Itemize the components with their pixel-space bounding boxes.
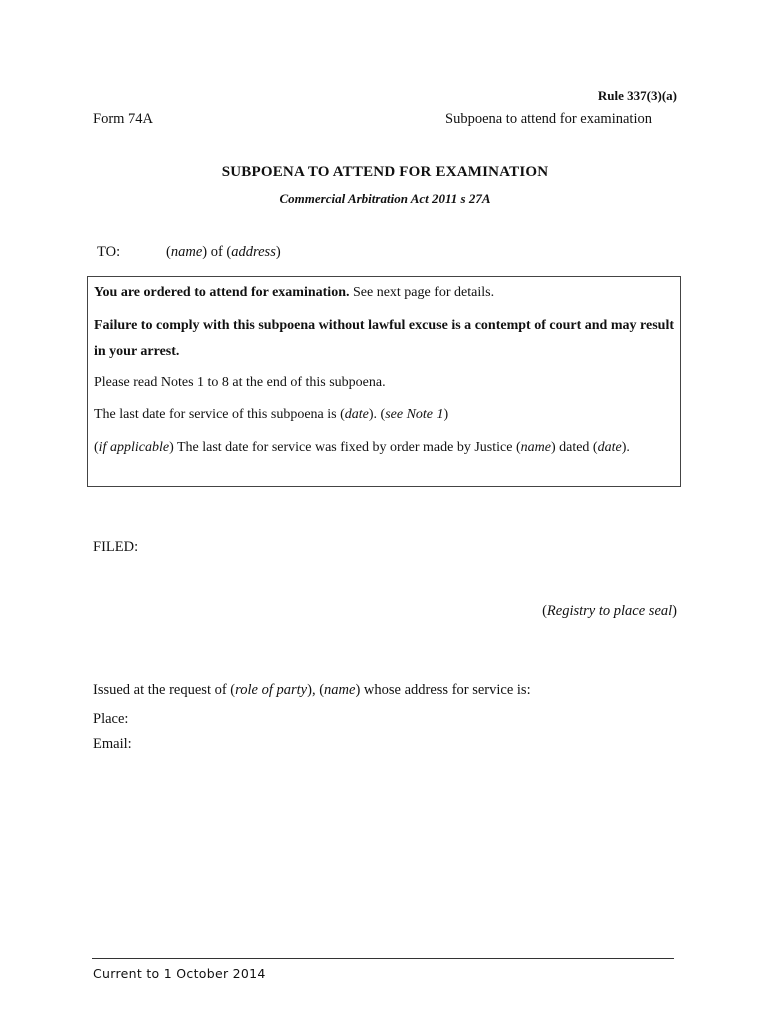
filed-label: FILED: (93, 539, 139, 555)
issued-at-request: Issued at the request of (role of party), (name) whose address for service is: (93, 682, 531, 698)
form-number: Form 74A (93, 111, 154, 127)
rule-reference: Rule 337(3)(a) (597, 88, 677, 103)
document-heading: SUBPOENA TO ATTEND FOR EXAMINATION (221, 164, 549, 180)
last-service-date: The last date for service of this subpoena is (date). (see Note 1) (94, 407, 449, 422)
email-label: Email: (93, 736, 132, 752)
attend-order: You are ordered to attend for examination. See next page for details. (94, 285, 495, 300)
registry-seal-placeholder: (Registry to place seal) (542, 603, 677, 619)
act-reference: Commercial Arbitration Act 2011 s 27A (279, 191, 491, 206)
address-placeholder: address (231, 244, 276, 260)
form-title: Subpoena to attend for examination (445, 111, 652, 127)
addressee-field: (name) of (address) (166, 244, 281, 260)
footer-currency: Current to 1 October 2014 (93, 966, 266, 981)
footer-divider (92, 958, 674, 959)
to-label: TO: (97, 244, 121, 260)
service-order-note: (if applicable) The last date for service was fixed by order made by Justice (name) dated (date). (94, 440, 630, 455)
name-placeholder: name (170, 244, 203, 260)
notice-box (87, 276, 681, 487)
contempt-warning: Failure to comply with this subpoena without lawful excuse is a contempt of court and may result in your arrest. (94, 318, 674, 359)
notes-instruction: Please read Notes 1 to 8 at the end of this subpoena. (94, 375, 386, 390)
place-label: Place: (93, 711, 129, 727)
